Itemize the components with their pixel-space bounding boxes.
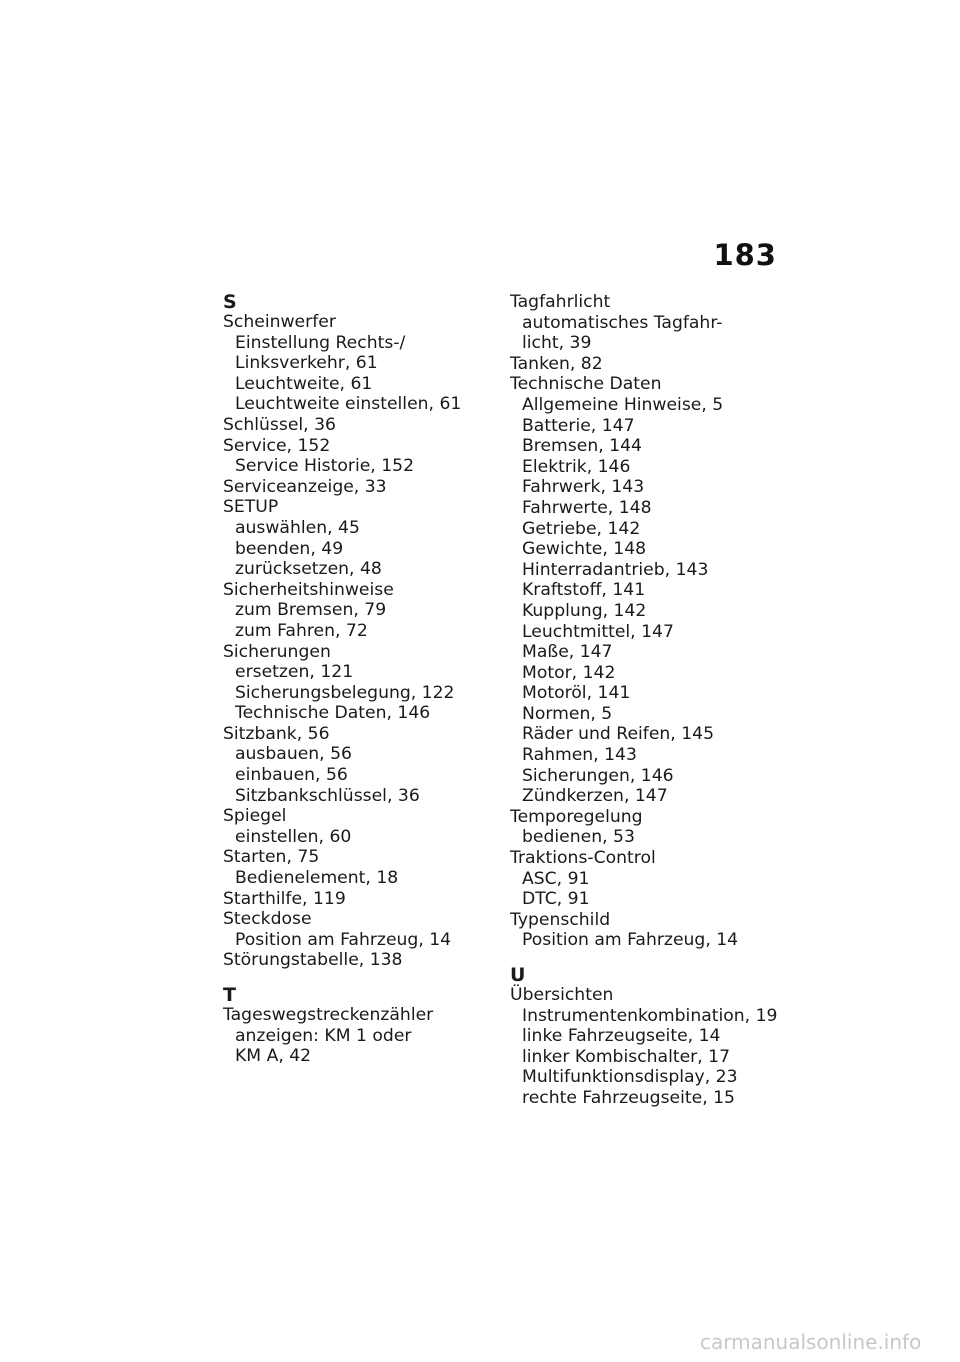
index-entry: Traktions-Control <box>510 848 656 869</box>
index-subentry: KM A, 42 <box>235 1046 312 1067</box>
index-subentry: anzeigen: KM 1 oder <box>235 1025 412 1046</box>
index-subentry: Sitzbankschlüssel, 36 <box>235 785 420 806</box>
index-entry: Service, 152 <box>223 435 331 456</box>
index-subentry: zum Bremsen, 79 <box>235 600 387 621</box>
index-letter-heading: T <box>223 984 236 1006</box>
index-subentry: Leuchtweite, 61 <box>235 373 373 394</box>
index-entry: Tanken, 82 <box>510 353 603 374</box>
page-number: 183 <box>713 238 777 272</box>
index-column-left <box>223 292 493 1067</box>
index-subentry: Bremsen, 144 <box>522 436 642 457</box>
index-subentry: Motoröl, 141 <box>522 683 631 704</box>
index-subentry: Rahmen, 143 <box>522 745 637 766</box>
index-subentry: Maße, 147 <box>522 642 613 663</box>
index-subentry: Getriebe, 142 <box>522 518 641 539</box>
index-subentry: Kupplung, 142 <box>522 600 647 621</box>
index-entry: Steckdose <box>223 909 312 930</box>
index-subentry: Multifunktionsdisplay, 23 <box>522 1067 738 1088</box>
index-letter-heading: S <box>223 291 237 313</box>
index-entry: Starten, 75 <box>223 847 320 868</box>
section-gap <box>223 971 493 985</box>
index-subentry: Bedienelement, 18 <box>235 868 399 889</box>
index-subentry: automatisches Tagfahr- <box>522 312 723 333</box>
index-entry: Schlüssel, 36 <box>223 414 336 435</box>
index-subentry: Sicherungsbelegung, 122 <box>235 682 455 703</box>
index-entry: Spiegel <box>223 806 287 827</box>
index-subentry: Technische Daten, 146 <box>235 703 431 724</box>
index-subentry: Allgemeine Hinweise, 5 <box>522 394 724 415</box>
index-subentry: einbauen, 56 <box>235 765 348 786</box>
index-subentry: ausbauen, 56 <box>235 744 352 765</box>
index-subentry: Linksverkehr, 61 <box>235 353 378 374</box>
index-entry: Sicherungen <box>223 641 331 662</box>
index-entry: Sicherheitshinweise <box>223 579 394 600</box>
index-subentry: Position am Fahrzeug, 14 <box>522 930 739 951</box>
index-subentry: ersetzen, 121 <box>235 662 354 683</box>
index-subentry: Kraftstoff, 141 <box>522 580 646 601</box>
index-entry: Typenschild <box>510 909 611 930</box>
index-subentry: Position am Fahrzeug, 14 <box>235 929 452 950</box>
index-subentry: einstellen, 60 <box>235 826 352 847</box>
index-entry: Tagfahrlicht <box>510 292 611 312</box>
index-subentry: Elektrik, 146 <box>522 456 631 477</box>
index-subentry: ASC, 91 <box>522 868 590 889</box>
index-subentry: Service Historie, 152 <box>235 456 415 477</box>
watermark: carmanualsonline.info <box>700 1330 922 1354</box>
index-entry: Tageswegstreckenzähler <box>223 1005 434 1025</box>
index-subentry: bedienen, 53 <box>522 827 635 848</box>
index-letter-heading: U <box>510 964 526 986</box>
index-subentry: Batterie, 147 <box>522 415 635 436</box>
index-entry: Sitzbank, 56 <box>223 723 330 744</box>
index-column-right <box>510 292 780 1109</box>
index-subentry: Normen, 5 <box>522 703 613 724</box>
index-subentry: linker Kombischalter, 17 <box>522 1046 731 1067</box>
index-subentry: zum Fahren, 72 <box>235 620 368 641</box>
index-subentry: DTC, 91 <box>522 889 590 910</box>
index-entry: Starthilfe, 119 <box>223 888 346 909</box>
index-subentry: Einstellung Rechts-/ <box>235 332 406 353</box>
index-subentry: Fahrwerte, 148 <box>522 497 652 518</box>
index-subentry: Fahrwerk, 143 <box>522 477 645 498</box>
index-entry: Temporegelung <box>510 806 643 827</box>
index-subentry: Instrumentenkombination, 19 <box>522 1005 778 1026</box>
index-entry: Scheinwerfer <box>223 312 336 332</box>
index-subentry: Hinterradantrieb, 143 <box>522 559 709 580</box>
index-entry: Technische Daten <box>510 374 662 395</box>
index-subentry: auswählen, 45 <box>235 517 360 538</box>
index-subentry: licht, 39 <box>522 333 592 354</box>
index-subentry: Gewichte, 148 <box>522 539 647 560</box>
index-subentry: Räder und Reifen, 145 <box>522 724 715 745</box>
index-subentry: rechte Fahrzeugseite, 15 <box>522 1087 735 1108</box>
index-entry: Übersichten <box>510 985 614 1005</box>
index-subentry: linke Fahrzeugseite, 14 <box>522 1026 721 1047</box>
section-gap <box>510 951 780 965</box>
index-subentry: Sicherungen, 146 <box>522 765 674 786</box>
index-subentry: Leuchtweite einstellen, 61 <box>235 394 462 415</box>
index-subentry: Motor, 142 <box>522 662 616 683</box>
index-entry: Störungstabelle, 138 <box>223 950 403 971</box>
index-subentry: zurücksetzen, 48 <box>235 559 382 580</box>
index-entry: SETUP <box>223 497 279 518</box>
index-subentry: Zündkerzen, 147 <box>522 786 668 807</box>
index-subentry: Leuchtmittel, 147 <box>522 621 674 642</box>
index-entry: Serviceanzeige, 33 <box>223 476 387 497</box>
index-subentry: beenden, 49 <box>235 538 344 559</box>
